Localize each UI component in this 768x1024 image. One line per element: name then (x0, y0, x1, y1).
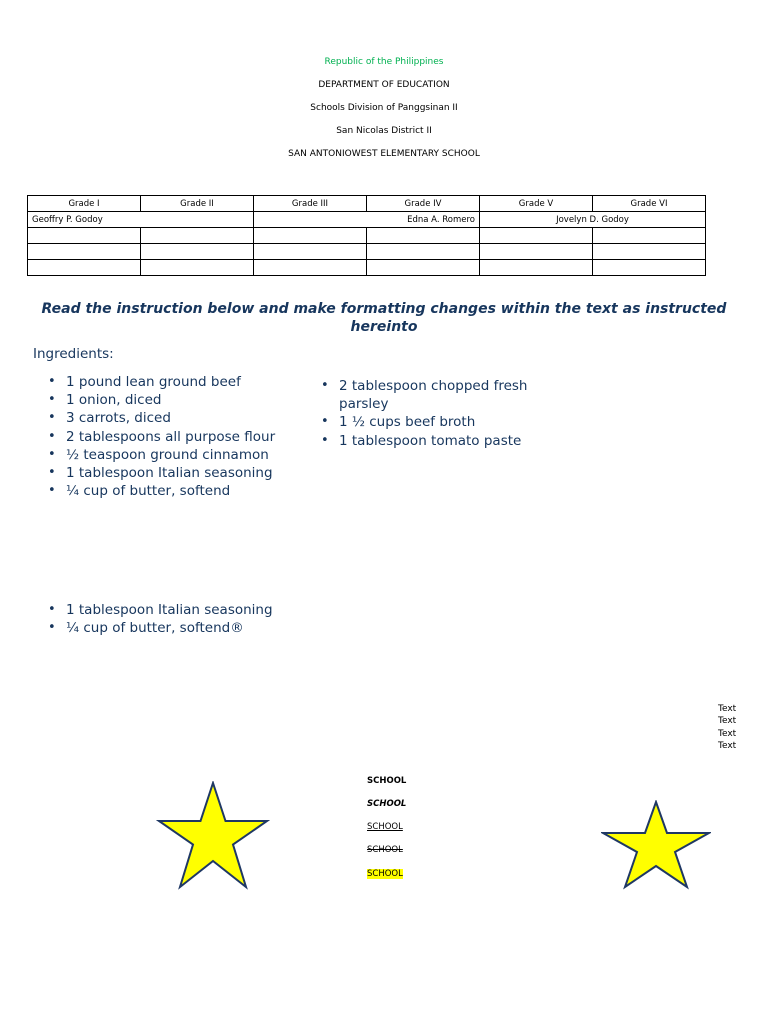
table-cell (367, 260, 480, 276)
text-line: Text (718, 716, 737, 727)
table-header-row (28, 196, 706, 212)
table-header-cell: Grade III (254, 196, 367, 212)
header-department: DEPARTMENT OF EDUCATION (318, 80, 450, 90)
bullet-icon: • (48, 410, 56, 426)
table-cell (593, 260, 706, 276)
list-item (48, 409, 308, 427)
table-header-cell: Grade II (141, 196, 254, 212)
instruction-heading: Read the instruction below and make formatting changes within the text as instructed hereinto (41, 301, 727, 335)
table-header-cell: Grade V (480, 196, 593, 212)
table-header-cell: Grade IV (367, 196, 480, 212)
ingredients-label: Ingredients: (33, 346, 114, 362)
bullet-icon: • (48, 428, 56, 444)
bullet-icon: • (48, 374, 56, 389)
table-row (28, 212, 706, 228)
table-cell (593, 228, 706, 244)
table-cell: Edna A. Romero (254, 212, 480, 228)
list-item (321, 377, 536, 413)
header-district: San Nicolas District II (336, 126, 432, 136)
bullet-icon: • (48, 602, 56, 617)
list-item-text: 2 tablespoons all purpose flour (66, 428, 276, 445)
table-cell (141, 260, 254, 276)
table-header-cell: Grade VI (593, 196, 706, 212)
bullet-icon: • (48, 446, 56, 462)
text-line: Text (718, 740, 737, 751)
table-cell (593, 244, 706, 260)
text-line: Text (718, 704, 737, 714)
table-cell (141, 244, 254, 260)
school-underline: SCHOOL (367, 822, 403, 832)
table-cell: Geoffry P. Godoy (28, 212, 254, 228)
table-row (28, 244, 706, 260)
list-item-text: 1 tablespoon Italian seasoning (66, 602, 273, 618)
list-item-text: ½ teaspoon ground cinnamon (66, 446, 269, 463)
school-bold-italic: SCHOOL (367, 799, 407, 809)
list-item (48, 601, 318, 619)
table-row (28, 260, 706, 276)
star-icon (603, 802, 709, 887)
bullet-icon: • (48, 392, 56, 408)
list-item-text: 1 onion, diced (66, 392, 162, 409)
list-item-text: 1 tablespoon tomato paste (339, 432, 522, 449)
grades-table (27, 195, 706, 276)
text-box (718, 703, 736, 752)
table-cell (480, 260, 593, 276)
table-cell (367, 228, 480, 244)
table-cell (254, 244, 367, 260)
table-row (28, 228, 706, 244)
list-item (48, 373, 308, 391)
bullet-icon: • (48, 620, 56, 636)
star-shape-right (601, 800, 711, 890)
ingredients-list-right (321, 377, 536, 450)
bullet-icon: • (321, 378, 329, 393)
list-item (48, 428, 308, 446)
school-bold: SCHOOL (367, 776, 407, 786)
ingredients-list-bottom (48, 601, 318, 637)
list-item-text: ¼ cup of butter, softend (66, 483, 231, 500)
table-cell (367, 244, 480, 260)
list-item-text: 3 carrots, diced (66, 410, 171, 427)
bullet-icon: • (48, 483, 56, 499)
header-republic: Republic of the Philippines (324, 57, 444, 67)
list-item-text: 1 tablespoon Italian seasoning (66, 465, 273, 482)
list-item (321, 432, 536, 450)
list-item (321, 413, 536, 431)
list-item (48, 464, 308, 482)
list-item (48, 619, 318, 637)
table-cell (28, 228, 141, 244)
table-cell (28, 260, 141, 276)
star-shape-left (156, 781, 270, 891)
table-cell (254, 260, 367, 276)
ingredients-list-left (48, 373, 308, 500)
list-item-text: 1 ½ cups beef broth (339, 414, 476, 431)
table-cell (28, 244, 141, 260)
table-header-cell: Grade I (28, 196, 141, 212)
table-cell (480, 244, 593, 260)
header-school: SAN ANTONIOWEST ELEMENTARY SCHOOL (288, 149, 480, 159)
list-item (48, 446, 308, 464)
table-cell (141, 228, 254, 244)
school-strikethrough: SCHOOL (367, 845, 403, 855)
list-item (48, 391, 308, 409)
bullet-icon: • (321, 432, 329, 448)
school-highlight: SCHOOL (367, 869, 403, 879)
list-item-text: 2 tablespoon chopped fresh parsley (339, 378, 528, 413)
bullet-icon: • (321, 414, 329, 430)
table-cell (254, 228, 367, 244)
list-item (48, 482, 308, 500)
list-item-text: ¼ cup of butter, softend® (66, 620, 244, 637)
bullet-icon: • (48, 465, 56, 481)
header-division: Schools Division of Panggsinan II (310, 103, 458, 113)
list-item-text: 1 pound lean ground beef (66, 374, 241, 390)
star-icon (159, 783, 267, 887)
text-line: Text (718, 728, 737, 739)
table-cell: Jovelyn D. Godoy (480, 212, 706, 228)
table-cell (480, 228, 593, 244)
